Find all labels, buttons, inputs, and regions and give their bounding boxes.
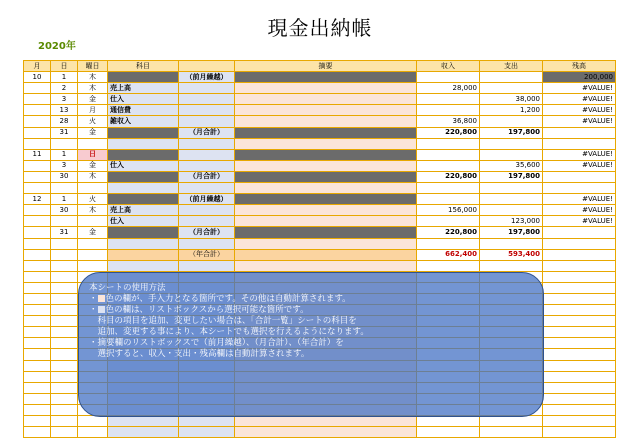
col-blank[interactable]: [179, 61, 235, 72]
cell-weekday[interactable]: [78, 138, 108, 149]
cell-weekday[interactable]: 金: [78, 94, 108, 105]
cell-income[interactable]: [417, 416, 480, 427]
cell-description[interactable]: [235, 149, 417, 160]
cell-weekday[interactable]: 月: [78, 105, 108, 116]
cell-month[interactable]: [24, 94, 51, 105]
cell-summary-select[interactable]: [179, 83, 235, 94]
cell-day[interactable]: [51, 305, 78, 316]
cell-description[interactable]: [235, 127, 417, 138]
cell-summary-select[interactable]: [179, 138, 235, 149]
cell-day[interactable]: [51, 349, 78, 360]
note-heading: 本シートの使用方法: [89, 283, 166, 293]
cell-expense[interactable]: [480, 183, 543, 194]
cell-balance[interactable]: [543, 305, 616, 316]
cell-expense[interactable]: [480, 205, 543, 216]
cell-balance[interactable]: [543, 260, 616, 271]
cell-expense[interactable]: [480, 260, 543, 271]
cell-summary-select[interactable]: [179, 216, 235, 227]
cell-month[interactable]: [24, 238, 51, 249]
cell-day[interactable]: [51, 238, 78, 249]
cell-summary-select[interactable]: （前月繰越）: [179, 72, 235, 83]
cell-balance[interactable]: [543, 349, 616, 360]
table-row: [24, 205, 616, 216]
cell-month[interactable]: [24, 116, 51, 127]
cell-day[interactable]: 1: [51, 194, 78, 205]
cell-summary-select[interactable]: （月合計）: [179, 127, 235, 138]
table-row: [24, 83, 616, 94]
cell-expense[interactable]: 197,800: [480, 171, 543, 182]
cell-weekday[interactable]: [78, 260, 108, 271]
note-line: [89, 294, 533, 305]
cell-expense[interactable]: [480, 416, 543, 427]
table-row: [24, 194, 616, 205]
color-swatch-icon: [98, 295, 105, 302]
table-row: [24, 127, 616, 138]
cell-day[interactable]: 3: [51, 94, 78, 105]
table-row: [24, 238, 616, 249]
cell-balance[interactable]: [543, 404, 616, 415]
cell-month[interactable]: [24, 138, 51, 149]
cell-day[interactable]: [51, 393, 78, 404]
table-row: [24, 138, 616, 149]
cell-summary-select[interactable]: [179, 116, 235, 127]
cell-month[interactable]: [24, 249, 51, 260]
year-label[interactable]: 2020年: [38, 41, 76, 52]
note-line-text: 追加、変更する事により、本シートでも選択を行えるようになります。: [89, 327, 369, 337]
cell-income[interactable]: 220,800: [417, 171, 480, 182]
cell-day[interactable]: 30: [51, 171, 78, 182]
cell-balance[interactable]: [543, 316, 616, 327]
cell-expense[interactable]: [480, 138, 543, 149]
cell-balance[interactable]: [543, 393, 616, 404]
cell-weekday[interactable]: 日: [78, 149, 108, 160]
cell-description[interactable]: [235, 94, 417, 105]
note-line: [89, 316, 533, 327]
cell-expense[interactable]: 197,800: [480, 127, 543, 138]
cell-summary-select[interactable]: （前月繰越）: [179, 194, 235, 205]
cell-income[interactable]: [417, 183, 480, 194]
cell-balance[interactable]: [543, 183, 616, 194]
cell-balance[interactable]: #VALUE!: [543, 205, 616, 216]
cell-account[interactable]: [108, 72, 179, 83]
table-row: [24, 160, 616, 171]
cell-balance[interactable]: 200,000: [543, 72, 616, 83]
cell-description[interactable]: [235, 260, 417, 271]
cell-balance[interactable]: #VALUE!: [543, 160, 616, 171]
cell-weekday[interactable]: [78, 427, 108, 438]
cell-balance[interactable]: #VALUE!: [543, 116, 616, 127]
cell-summary-select[interactable]: （月合計）: [179, 227, 235, 238]
cell-balance[interactable]: [543, 416, 616, 427]
cell-income[interactable]: [417, 216, 480, 227]
cell-day[interactable]: 31: [51, 227, 78, 238]
cell-balance[interactable]: #VALUE!: [543, 83, 616, 94]
cell-day[interactable]: [51, 216, 78, 227]
col-income[interactable]: 収入: [417, 61, 480, 72]
cell-summary-select[interactable]: [179, 183, 235, 194]
note-lines: [89, 294, 533, 360]
cell-summary-select[interactable]: [179, 160, 235, 171]
cell-account[interactable]: [108, 138, 179, 149]
cell-weekday[interactable]: 火: [78, 116, 108, 127]
cell-balance[interactable]: [543, 227, 616, 238]
note-line: [89, 338, 533, 349]
cell-account[interactable]: 通信費: [108, 105, 179, 116]
note-line-text: 選択すると、収入・支出・残高欄は自動計算されます。: [89, 349, 310, 359]
cell-balance[interactable]: [543, 382, 616, 393]
cell-description[interactable]: [235, 105, 417, 116]
cell-weekday[interactable]: 木: [78, 72, 108, 83]
cell-month[interactable]: 11: [24, 149, 51, 160]
cell-description[interactable]: [235, 160, 417, 171]
cell-day[interactable]: 28: [51, 116, 78, 127]
cell-month[interactable]: [24, 349, 51, 360]
cell-month[interactable]: [24, 205, 51, 216]
cell-balance[interactable]: #VALUE!: [543, 94, 616, 105]
cell-weekday[interactable]: [78, 238, 108, 249]
cell-income[interactable]: [417, 72, 480, 83]
cell-expense[interactable]: [480, 238, 543, 249]
table-row: [24, 94, 616, 105]
cell-balance[interactable]: [543, 338, 616, 349]
note-line: [89, 327, 533, 338]
cell-balance[interactable]: [543, 271, 616, 282]
cell-balance[interactable]: [543, 127, 616, 138]
cell-month[interactable]: [24, 171, 51, 182]
cell-month[interactable]: [24, 404, 51, 415]
cell-weekday[interactable]: 木: [78, 171, 108, 182]
cell-description[interactable]: [235, 183, 417, 194]
cell-income[interactable]: 36,800: [417, 116, 480, 127]
cell-income[interactable]: [417, 94, 480, 105]
note-line-text: ・ 色の欄は、リストボックスから選択可能な箇所です。: [89, 305, 309, 315]
cell-month[interactable]: 10: [24, 72, 51, 83]
cell-description[interactable]: [235, 216, 417, 227]
cell-month[interactable]: [24, 305, 51, 316]
cell-balance[interactable]: [543, 238, 616, 249]
cell-description[interactable]: [235, 238, 417, 249]
cell-summary-select[interactable]: （年合計）: [179, 249, 235, 260]
col-day[interactable]: 日: [51, 61, 78, 72]
cell-month[interactable]: [24, 271, 51, 282]
cell-month[interactable]: [24, 105, 51, 116]
table-row: [24, 260, 616, 271]
cell-income[interactable]: 220,800: [417, 227, 480, 238]
cell-balance[interactable]: [543, 327, 616, 338]
cell-account[interactable]: 売上高: [108, 205, 179, 216]
cell-expense[interactable]: [480, 149, 543, 160]
table-row: [24, 116, 616, 127]
cell-description[interactable]: [235, 427, 417, 438]
cell-income[interactable]: [417, 260, 480, 271]
cell-day[interactable]: 31: [51, 127, 78, 138]
cell-month[interactable]: [24, 282, 51, 293]
cell-summary-select[interactable]: [179, 94, 235, 105]
cell-day[interactable]: 1: [51, 72, 78, 83]
cell-day[interactable]: [51, 260, 78, 271]
cell-account[interactable]: 仕入: [108, 94, 179, 105]
cell-month[interactable]: [24, 427, 51, 438]
col-weekday[interactable]: 曜日: [78, 61, 108, 72]
cell-month[interactable]: [24, 227, 51, 238]
cell-weekday[interactable]: 金: [78, 160, 108, 171]
cell-weekday[interactable]: 金: [78, 227, 108, 238]
cell-description[interactable]: [235, 171, 417, 182]
cell-balance[interactable]: [543, 138, 616, 149]
cell-income[interactable]: 220,800: [417, 127, 480, 138]
header-row: [24, 61, 616, 72]
note-line-text: ・ 色の欄が、手入力となる箇所です。その他は自動計算されます。: [89, 294, 351, 304]
cell-weekday[interactable]: [78, 249, 108, 260]
cell-day[interactable]: [51, 316, 78, 327]
cell-account[interactable]: [108, 127, 179, 138]
cell-month[interactable]: [24, 360, 51, 371]
cell-day[interactable]: [51, 293, 78, 304]
cell-expense[interactable]: 197,800: [480, 227, 543, 238]
cell-balance[interactable]: [543, 171, 616, 182]
cell-expense[interactable]: 38,000: [480, 94, 543, 105]
cell-day[interactable]: [51, 416, 78, 427]
cell-income[interactable]: [417, 238, 480, 249]
col-description[interactable]: 摘要: [235, 61, 417, 72]
cell-description[interactable]: [235, 227, 417, 238]
table-row: [24, 416, 616, 427]
cell-expense[interactable]: [480, 116, 543, 127]
cell-account[interactable]: [108, 427, 179, 438]
table-row: [24, 72, 616, 83]
cell-income[interactable]: [417, 160, 480, 171]
cell-month[interactable]: [24, 260, 51, 271]
cell-balance[interactable]: #VALUE!: [543, 105, 616, 116]
cell-expense[interactable]: 123,000: [480, 216, 543, 227]
cell-income[interactable]: 662,400: [417, 249, 480, 260]
cell-income[interactable]: [417, 194, 480, 205]
color-swatch-icon: [98, 306, 105, 313]
cell-account[interactable]: [108, 260, 179, 271]
cell-month[interactable]: [24, 183, 51, 194]
table-row: [24, 171, 616, 182]
cell-description[interactable]: [235, 249, 417, 260]
cell-expense[interactable]: [480, 72, 543, 83]
cell-summary-select[interactable]: [179, 205, 235, 216]
cell-account[interactable]: 仕入: [108, 160, 179, 171]
cell-balance[interactable]: [543, 249, 616, 260]
cell-expense[interactable]: 35,600: [480, 160, 543, 171]
sheet-title: 現金出納帳: [267, 16, 373, 40]
col-expense[interactable]: 支出: [480, 61, 543, 72]
cell-day[interactable]: [51, 382, 78, 393]
table-row: [24, 105, 616, 116]
note-line-text: 科目の項目を追加、変更したい場合は、「合計一覧」シートの科目を: [89, 316, 357, 326]
table-row: [24, 183, 616, 194]
cell-summary-select[interactable]: （月合計）: [179, 171, 235, 182]
cell-balance[interactable]: [543, 282, 616, 293]
cell-day[interactable]: 2: [51, 83, 78, 94]
cell-month[interactable]: [24, 316, 51, 327]
col-month[interactable]: 月: [24, 61, 51, 72]
cell-account[interactable]: [108, 238, 179, 249]
cell-balance[interactable]: [543, 371, 616, 382]
cell-income[interactable]: [417, 149, 480, 160]
table-row: [24, 249, 616, 260]
cell-summary-select[interactable]: [179, 105, 235, 116]
cell-expense[interactable]: 1,200: [480, 105, 543, 116]
cell-description[interactable]: [235, 116, 417, 127]
cell-day[interactable]: 30: [51, 205, 78, 216]
cell-month[interactable]: [24, 338, 51, 349]
cell-day[interactable]: [51, 138, 78, 149]
cell-balance[interactable]: [543, 427, 616, 438]
cell-day[interactable]: 1: [51, 149, 78, 160]
cell-account[interactable]: [108, 227, 179, 238]
cell-month[interactable]: [24, 382, 51, 393]
cell-description[interactable]: [235, 416, 417, 427]
cell-month[interactable]: [24, 371, 51, 382]
table-row: [24, 216, 616, 227]
cell-month[interactable]: [24, 393, 51, 404]
cell-balance[interactable]: #VALUE!: [543, 216, 616, 227]
table-row: [24, 427, 616, 438]
cell-weekday[interactable]: [78, 416, 108, 427]
cell-month[interactable]: [24, 416, 51, 427]
usage-note-callout[interactable]: [78, 272, 544, 417]
cell-summary-select[interactable]: [179, 427, 235, 438]
cell-day[interactable]: [51, 271, 78, 282]
cell-balance[interactable]: [543, 293, 616, 304]
cell-income[interactable]: [417, 138, 480, 149]
cell-weekday[interactable]: 火: [78, 194, 108, 205]
cell-balance[interactable]: #VALUE!: [543, 194, 616, 205]
cell-day[interactable]: 13: [51, 105, 78, 116]
cell-expense[interactable]: [480, 83, 543, 94]
cell-weekday[interactable]: [78, 216, 108, 227]
cell-account[interactable]: 仕入: [108, 216, 179, 227]
cell-account[interactable]: [108, 149, 179, 160]
note-line-text: ・摘要欄のリストボックスで（前月繰越）、（月合計）、（年合計）を: [89, 338, 344, 348]
cell-month[interactable]: [24, 293, 51, 304]
cell-account[interactable]: [108, 183, 179, 194]
cell-day[interactable]: [51, 183, 78, 194]
cell-expense[interactable]: [480, 194, 543, 205]
cell-day[interactable]: [51, 327, 78, 338]
cell-month[interactable]: 12: [24, 194, 51, 205]
cell-weekday[interactable]: 金: [78, 127, 108, 138]
cell-account[interactable]: [108, 171, 179, 182]
cell-description[interactable]: [235, 138, 417, 149]
cell-day[interactable]: [51, 404, 78, 415]
cell-weekday[interactable]: [78, 183, 108, 194]
table-row: [24, 149, 616, 160]
table-row: [24, 227, 616, 238]
col-balance[interactable]: 残高: [543, 61, 616, 72]
cell-description[interactable]: [235, 83, 417, 94]
cell-day[interactable]: [51, 427, 78, 438]
cell-description[interactable]: [235, 72, 417, 83]
col-account[interactable]: 科目: [108, 61, 179, 72]
cell-income[interactable]: [417, 427, 480, 438]
cell-income[interactable]: [417, 105, 480, 116]
cell-account[interactable]: [108, 416, 179, 427]
cell-income[interactable]: 28,000: [417, 83, 480, 94]
note-line: [89, 305, 533, 316]
cell-month[interactable]: [24, 327, 51, 338]
cell-day[interactable]: [51, 360, 78, 371]
cell-weekday[interactable]: 木: [78, 205, 108, 216]
cell-day[interactable]: 3: [51, 160, 78, 171]
cell-account[interactable]: 雑収入: [108, 116, 179, 127]
cell-day[interactable]: [51, 371, 78, 382]
cell-summary-select[interactable]: [179, 238, 235, 249]
cell-account[interactable]: 売上高: [108, 83, 179, 94]
cell-month[interactable]: [24, 216, 51, 227]
cell-expense[interactable]: 593,400: [480, 249, 543, 260]
cell-account[interactable]: [108, 194, 179, 205]
cell-day[interactable]: [51, 249, 78, 260]
cell-month[interactable]: [24, 160, 51, 171]
cell-summary-select[interactable]: [179, 149, 235, 160]
cell-day[interactable]: [51, 338, 78, 349]
cell-summary-select[interactable]: [179, 416, 235, 427]
cell-income[interactable]: 156,000: [417, 205, 480, 216]
cell-account[interactable]: [108, 249, 179, 260]
cell-balance[interactable]: [543, 360, 616, 371]
cell-balance[interactable]: #VALUE!: [543, 149, 616, 160]
cell-month[interactable]: [24, 127, 51, 138]
cell-day[interactable]: [51, 282, 78, 293]
note-line: [89, 349, 533, 360]
cell-expense[interactable]: [480, 427, 543, 438]
cell-summary-select[interactable]: [179, 260, 235, 271]
cell-weekday[interactable]: 木: [78, 83, 108, 94]
cell-description[interactable]: [235, 205, 417, 216]
cell-description[interactable]: [235, 194, 417, 205]
cell-month[interactable]: [24, 83, 51, 94]
